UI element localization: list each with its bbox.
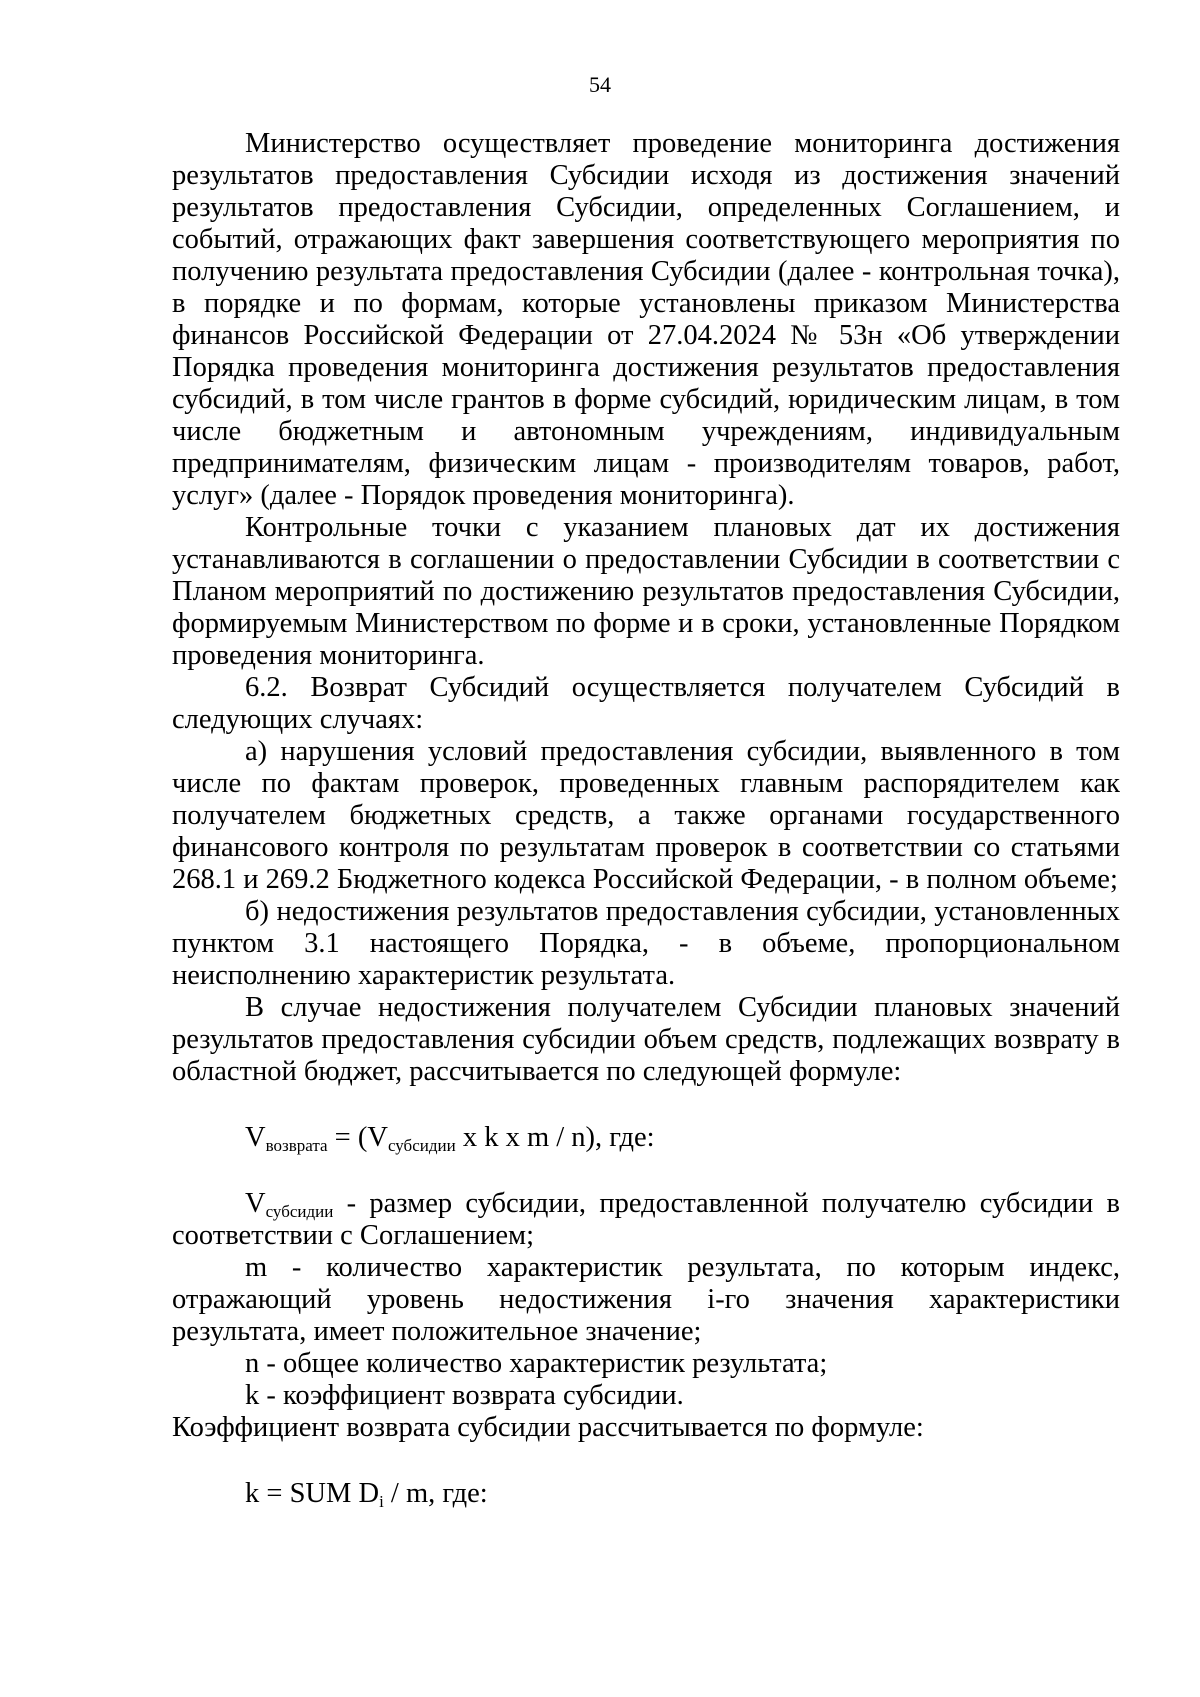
paragraph-coefficient-formula-intro: Коэффициент возврата субсидии рассчитывается по формуле: bbox=[172, 1412, 924, 1443]
formula-sub-subsidy: субсидии bbox=[387, 1136, 456, 1155]
paragraph-case-b: б) недостижения результатов предоставления субсидии, установленных пунктом 3.1 настоящего Порядка, - в объеме, пропорциональном неисполнению характеристик результата. bbox=[172, 896, 1120, 991]
formula-return-volume bbox=[172, 1122, 1120, 1154]
definition-sub-subsidy: субсидии bbox=[265, 1202, 334, 1221]
paragraph-return-cases: 6.2. Возврат Субсидий осуществляется получателем Субсидий в следующих случаях: bbox=[172, 672, 1120, 735]
definition-k: k - коэффициент возврата субсидии. bbox=[245, 1380, 684, 1411]
definition-n: n - общее количество характеристик результата; bbox=[245, 1348, 828, 1379]
formula-rest: x k x m / n), где: bbox=[455, 1122, 655, 1153]
page-number: 54 bbox=[589, 72, 611, 97]
definition-v-text: - размер субсидии, предоставленной получателю субсидии в соответствии с Соглашением; bbox=[172, 1188, 1120, 1251]
paragraph-formula-intro: В случае недостижения получателем Субсидии плановых значений результатов предоставления субсидии объем средств, подлежащих возврату в областной бюджет, рассчитывается по следующей формуле: bbox=[172, 992, 1120, 1087]
document-body bbox=[172, 128, 1120, 1510]
formula2-sub-i: i bbox=[379, 1492, 384, 1511]
paragraph-monitoring: Министерство осуществляет проведение мониторинга достижения результатов предоставления Субсидии исходя из достижения значений результатов предоставления Субсидии, определенных Соглашением, и событий, отражающих факт завершения соответствующего мероприятия по получению результата предоставления Субсидии (далее - контрольная точка), в порядке и по формам, которые установлены приказом Министерства финансов Российской Федерации от 27.04.2024 № 53н «Об утверждении Порядка проведения мониторинга достижения результатов предоставления субсидий, в том числе грантов в форме субсидий, юридическим лицам, в том числе бюджетным и автономным учреждениям, индивидуальным предпринимателям, физическим лицам - производителям товаров, работ, услуг» (далее - Порядок проведения мониторинга). bbox=[172, 128, 1120, 511]
formula-v: V bbox=[245, 1122, 266, 1153]
formula-eq-open: = (V bbox=[327, 1122, 388, 1153]
formula2-rest: / m, где: bbox=[383, 1478, 488, 1509]
paragraph-case-a: а) нарушения условий предоставления субсидии, выявленного в том числе по фактам проверок, проведенных главным распорядителем как получателем бюджетных средств, а также органами государственного финансового контроля по результатам проверок в соответствии со статьями 268.1 и 269.2 Бюджетного кодекса Российской Федерации, - в полном объеме; bbox=[172, 736, 1120, 895]
definition-v: V bbox=[245, 1188, 266, 1219]
definition-m: m - количество характеристик результата, по которым индекс, отражающий уровень недостижения i-го значения характеристики результата, имеет положительное значение; bbox=[172, 1252, 1120, 1347]
formula-sub-return: возврата bbox=[265, 1136, 328, 1155]
formula-coefficient bbox=[172, 1478, 1120, 1510]
definition-v-subsidy bbox=[172, 1188, 1120, 1252]
paragraph-control-points: Контрольные точки с указанием плановых дат их достижения устанавливаются в соглашении о предоставлении Субсидии в соответствии с Планом мероприятий по достижению результатов предоставления Субсидии, формируемым Министерством по форме и в сроки, установленные Порядком проведения мониторинга. bbox=[172, 512, 1120, 671]
formula2-prefix: k = SUM D bbox=[245, 1478, 380, 1509]
